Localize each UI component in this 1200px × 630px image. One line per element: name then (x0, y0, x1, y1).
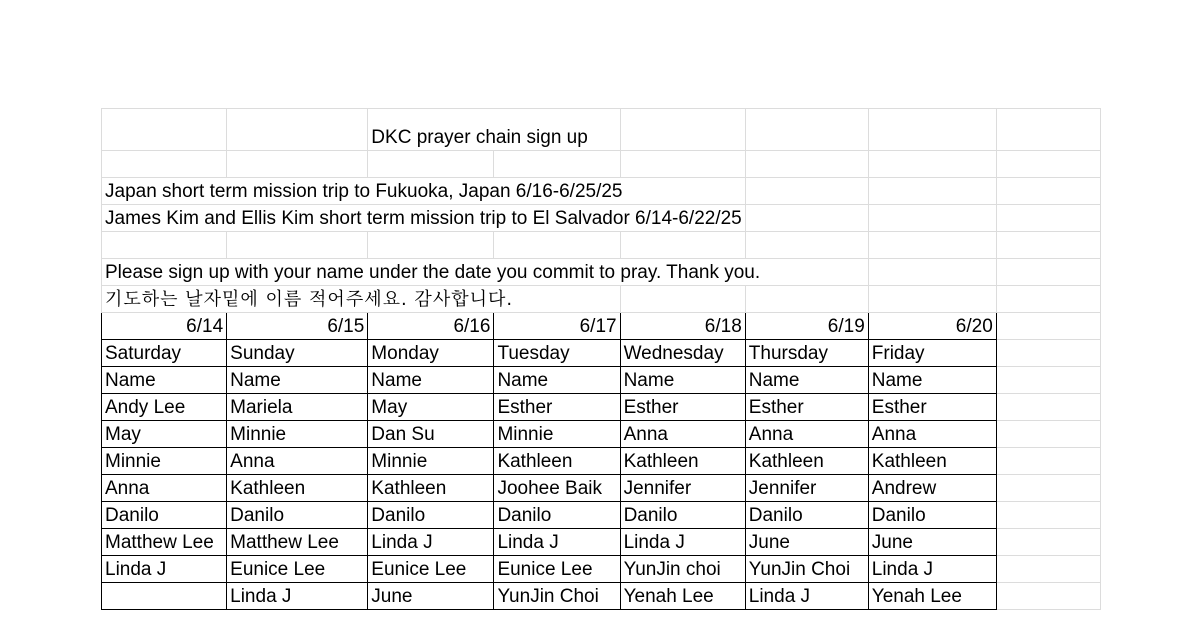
signup-cell[interactable]: Linda J (620, 529, 745, 556)
sheet-title[interactable]: DKC prayer chain sign up (368, 109, 620, 151)
date-cell[interactable]: 6/16 (368, 313, 494, 340)
signup-cell[interactable]: June (868, 529, 996, 556)
signup-cell[interactable]: Dan Su (368, 421, 494, 448)
signup-cell[interactable]: May (102, 421, 227, 448)
signup-cell[interactable]: Jennifer (745, 475, 868, 502)
signup-cell[interactable]: Linda J (745, 583, 868, 610)
instruction-english[interactable]: Please sign up with your name under the date you commit to pray. Thank you. (102, 259, 869, 286)
signup-cell[interactable]: Linda J (868, 556, 996, 583)
name-header-cell[interactable]: Name (368, 367, 494, 394)
date-cell[interactable]: 6/19 (745, 313, 868, 340)
name-header-cell[interactable]: Name (745, 367, 868, 394)
signup-cell[interactable]: Yenah Lee (620, 583, 745, 610)
signup-cell[interactable]: Minnie (227, 421, 368, 448)
signup-cell[interactable]: Anna (868, 421, 996, 448)
signup-cell[interactable]: Linda J (368, 529, 494, 556)
signup-cell[interactable]: Minnie (102, 448, 227, 475)
signup-cell[interactable]: Mariela (227, 394, 368, 421)
instruction-korean[interactable]: 기도하는 날자밑에 이름 적어주세요. 감사합니다. (102, 286, 621, 313)
signup-cell[interactable]: Minnie (368, 448, 494, 475)
signup-cell[interactable]: Esther (620, 394, 745, 421)
signup-cell[interactable]: Kathleen (368, 475, 494, 502)
weekday-cell[interactable]: Sunday (227, 340, 368, 367)
signup-cell[interactable]: Kathleen (745, 448, 868, 475)
signup-cell[interactable]: Eunice Lee (494, 556, 620, 583)
signup-cell[interactable]: Andy Lee (102, 394, 227, 421)
signup-cell[interactable]: Anna (620, 421, 745, 448)
date-cell[interactable]: 6/18 (620, 313, 745, 340)
signup-cell[interactable]: Joohee Baik (494, 475, 620, 502)
table-row (102, 421, 1101, 448)
signup-cell[interactable]: Eunice Lee (368, 556, 494, 583)
signup-cell[interactable]: Danilo (868, 502, 996, 529)
signup-cell[interactable]: Matthew Lee (102, 529, 227, 556)
name-header-row (102, 367, 1101, 394)
signup-cell[interactable]: June (368, 583, 494, 610)
table-row (102, 502, 1101, 529)
signup-cell[interactable]: May (368, 394, 494, 421)
signup-cell[interactable]: June (745, 529, 868, 556)
signup-cell[interactable]: Eunice Lee (227, 556, 368, 583)
signup-cell[interactable] (102, 583, 227, 610)
signup-cell[interactable]: YunJin Choi (745, 556, 868, 583)
table-row (102, 394, 1101, 421)
weekday-header-row (102, 340, 1101, 367)
weekday-cell[interactable]: Monday (368, 340, 494, 367)
signup-cell[interactable]: Anna (227, 448, 368, 475)
date-header-row (102, 313, 1101, 340)
weekday-cell[interactable]: Wednesday (620, 340, 745, 367)
signup-cell[interactable]: Andrew (868, 475, 996, 502)
name-header-cell[interactable]: Name (227, 367, 368, 394)
signup-cell[interactable]: Kathleen (868, 448, 996, 475)
signup-cell[interactable]: Danilo (227, 502, 368, 529)
signup-cell[interactable]: Minnie (494, 421, 620, 448)
signup-cell[interactable]: Esther (494, 394, 620, 421)
signup-cell[interactable]: YunJin Choi (494, 583, 620, 610)
trip-line-el-salvador[interactable]: James Kim and Ellis Kim short term mission trip to El Salvador 6/14-6/22/25 (102, 205, 746, 232)
name-header-cell[interactable]: Name (494, 367, 620, 394)
name-header-cell[interactable]: Name (102, 367, 227, 394)
signup-cell[interactable]: Kathleen (227, 475, 368, 502)
table-row (102, 448, 1101, 475)
weekday-cell[interactable]: Tuesday (494, 340, 620, 367)
weekday-cell[interactable]: Friday (868, 340, 996, 367)
signup-cell[interactable]: Anna (745, 421, 868, 448)
prayer-chain-spreadsheet (101, 108, 1101, 610)
signup-cell[interactable]: Kathleen (494, 448, 620, 475)
signup-cell[interactable]: YunJin choi (620, 556, 745, 583)
table-row (102, 583, 1101, 610)
table-row (102, 475, 1101, 502)
name-header-cell[interactable]: Name (620, 367, 745, 394)
date-cell[interactable]: 6/14 (102, 313, 227, 340)
signup-cell[interactable]: Danilo (102, 502, 227, 529)
signup-cell[interactable]: Esther (745, 394, 868, 421)
signup-cell[interactable]: Danilo (745, 502, 868, 529)
signup-cell[interactable]: Yenah Lee (868, 583, 996, 610)
signup-cell[interactable]: Danilo (620, 502, 745, 529)
date-cell[interactable]: 6/15 (227, 313, 368, 340)
date-cell[interactable]: 6/20 (868, 313, 996, 340)
date-cell[interactable]: 6/17 (494, 313, 620, 340)
weekday-cell[interactable]: Thursday (745, 340, 868, 367)
signup-cell[interactable]: Matthew Lee (227, 529, 368, 556)
name-header-cell[interactable]: Name (868, 367, 996, 394)
signup-cell[interactable]: Danilo (368, 502, 494, 529)
weekday-cell[interactable]: Saturday (102, 340, 227, 367)
table-row (102, 556, 1101, 583)
signup-cell[interactable]: Anna (102, 475, 227, 502)
signup-cell[interactable]: Linda J (227, 583, 368, 610)
signup-cell[interactable]: Danilo (494, 502, 620, 529)
signup-cell[interactable]: Jennifer (620, 475, 745, 502)
signup-cell[interactable]: Kathleen (620, 448, 745, 475)
signup-cell[interactable]: Linda J (102, 556, 227, 583)
table-row (102, 529, 1101, 556)
signup-cell[interactable]: Linda J (494, 529, 620, 556)
signup-cell[interactable]: Esther (868, 394, 996, 421)
trip-line-japan[interactable]: Japan short term mission trip to Fukuoka, Japan 6/16-6/25/25 (102, 178, 746, 205)
